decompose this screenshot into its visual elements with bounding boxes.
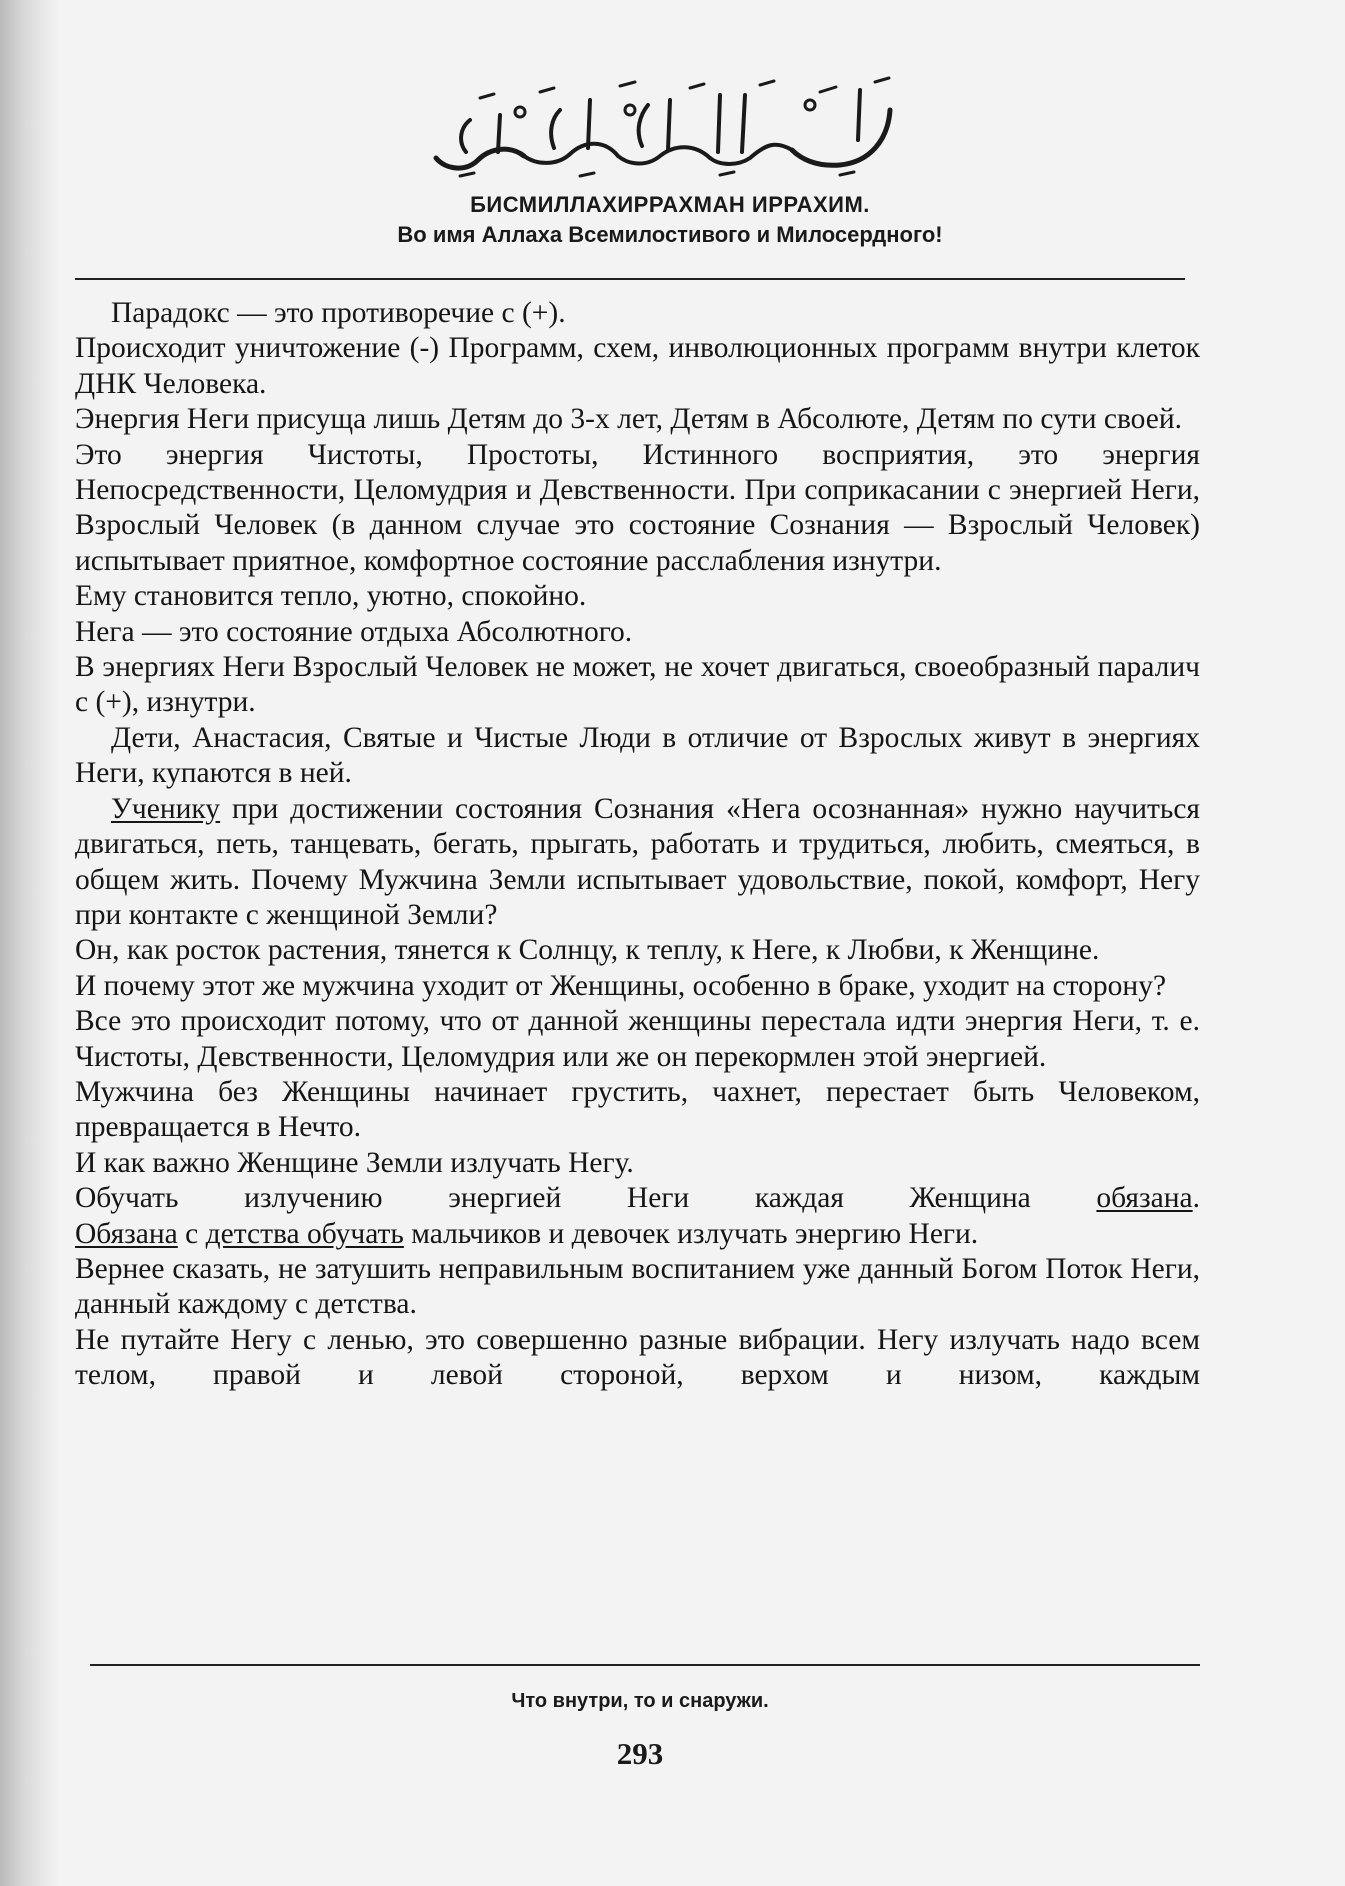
paragraph-text: Обучать излучению энергией Неги каждая Женщина <box>75 1182 1097 1215</box>
paragraph: Нега — это состояние отдыха Абсолютного. <box>75 615 633 648</box>
paragraph: Не путайте Негу с ленью, это совершенно разные вибрации. Негу излучать надо всем телом, правой и левой стороной, верхом и низом, каждым <box>75 1323 1200 1392</box>
paragraph-text: с <box>177 1217 206 1250</box>
body-text <box>75 296 1200 1394</box>
page-number: 293 <box>616 1736 664 1771</box>
footer-motto: Что внутри, то и снаружи. <box>511 1690 769 1712</box>
paragraph: Дети, Анастасия, Святые и Чистые Люди в отличие от Взрослых живут в энергиях Неги, купаются в ней. <box>75 721 1200 790</box>
paragraph: Происходит уничтожение (-) Программ, схем, инволюционных программ внутри клеток ДНК Человека. <box>75 332 1200 400</box>
paragraph: И как важно Женщине Земли излучать Негу. <box>75 1146 634 1179</box>
underlined-word: обязана <box>1096 1182 1193 1215</box>
paragraph-text: при достижении состояния Сознания «Нега осознанная» нужно научиться двигаться, петь, танцевать, бегать, прыгать, работать и трудиться, любить, смеяться, в общем жить. Почему Мужчина Земли испытывает удовольствие, покой, комфорт, Негу при контакте с женщиной Земли? <box>75 792 1200 931</box>
paragraph: Это энергия Чистоты, Простоты, Истинного восприятия, это энергия Непосредственности, Целомудрия и Девственности. При соприкасании с энергией Неги, Взрослый Человек (в данном случае это состояние Сознания — Взрослый Человек) испытывает приятное, комфортное состояние расслабления изнутри. <box>75 438 1200 577</box>
footer-divider <box>90 1664 1200 1666</box>
paragraph: Мужчина без Женщины начинает грустить, чахнет, перестает быть Человеком, превращается в Нечто. <box>75 1075 1200 1144</box>
paragraph <box>75 1181 1200 1216</box>
paragraph <box>75 792 1200 934</box>
paragraph-text: . <box>1192 1182 1200 1215</box>
underlined-word: Обязана <box>75 1217 178 1250</box>
paragraph: Ему становится тепло, уютно, спокойно. <box>75 580 587 613</box>
paragraph: И почему этот же мужчина уходит от Женщины, особенно в браке, уходит на сторону? <box>75 969 1167 1002</box>
page-header-subtitle: Во имя Аллаха Всемилостивого и Милосердного! <box>397 222 943 247</box>
underlined-word: Ученику <box>111 792 221 825</box>
paragraph-text: мальчиков и девочек излучать энергию Неги. <box>403 1217 979 1250</box>
header-divider <box>75 278 1185 280</box>
page-header-title: БИСМИЛЛАХИРРАХМАН ИРРАХИМ. <box>470 192 870 217</box>
bismillah-calligraphy <box>420 70 920 180</box>
paragraph <box>75 1217 1200 1252</box>
paragraph: Он, как росток растения, тянется к Солнцу, к теплу, к Неге, к Любви, к Женщине. <box>75 934 1100 967</box>
paragraph: Парадокс — это противоречие с (+). <box>111 297 566 329</box>
paragraph: Все это происходит потому, что от данной женщины перестала идти энергия Неги, т. е. Чистоты, Девственности, Целомудрия или же он перекормлен этой энергией. <box>75 1005 1200 1073</box>
paragraph: Энергия Неги присуща лишь Детям до 3-х лет, Детям в Абсолюте, Детям по сути своей. <box>75 403 1183 436</box>
paragraph: Вернее сказать, не затушить неправильным воспитанием уже данный Богом Поток Неги, данный каждому с детства. <box>75 1252 1200 1321</box>
underlined-word: детства обучать <box>205 1217 404 1250</box>
paragraph: В энергиях Неги Взрослый Человек не может, не хочет двигаться, своеобразный паралич с (+), изнутри. <box>75 651 1200 719</box>
